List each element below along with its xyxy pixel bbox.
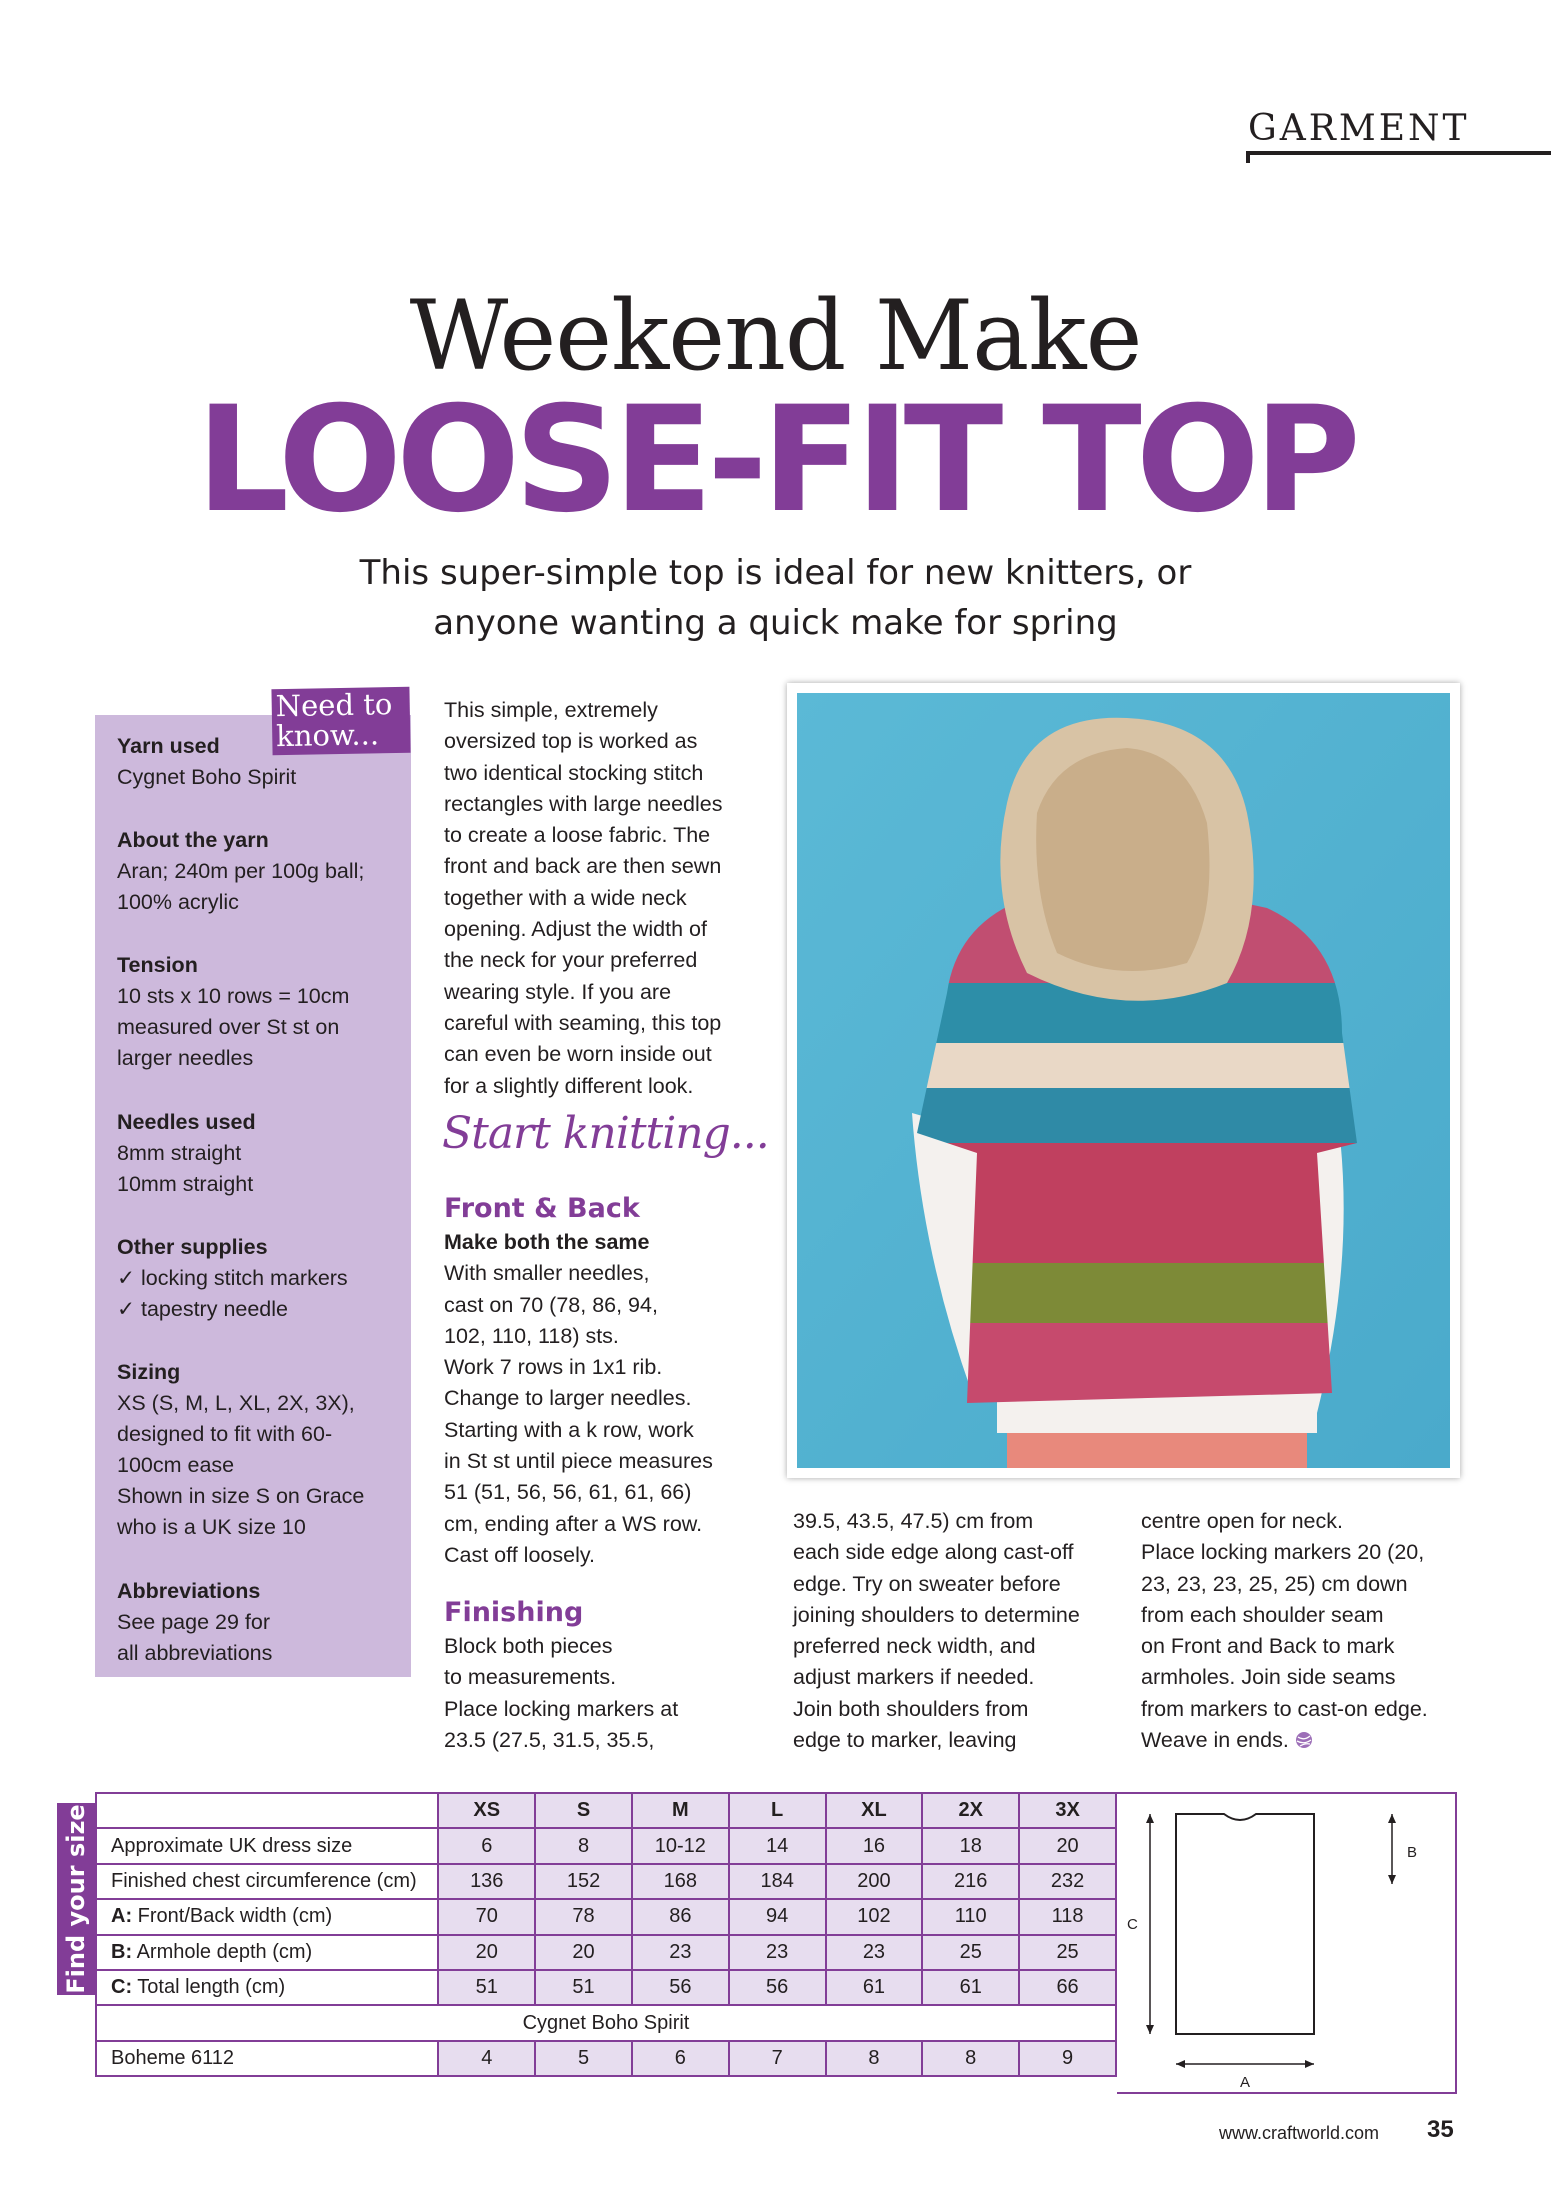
table-cell: 66 [1019, 1970, 1116, 2005]
supplies-section [117, 1232, 407, 1325]
pattern-line: armholes. Join side seams [1141, 1665, 1396, 1690]
section-text: who is a UK size 10 [117, 1515, 306, 1539]
size-col-header: XL [826, 1793, 923, 1828]
intro-line: two identical stocking stitch [444, 760, 704, 785]
abbreviations-section [117, 1576, 407, 1669]
photo-illustration [797, 693, 1450, 1468]
table-cell: 25 [1019, 1935, 1116, 1970]
intro-line: to create a loose fabric. The [444, 823, 711, 848]
yarn-heading-cell: Cygnet Boho Spirit [96, 2005, 1116, 2040]
table-row [96, 1828, 1116, 1863]
intro-line: front and back are then sewn [444, 854, 722, 879]
table-row [96, 1935, 1116, 1970]
table-row [96, 1864, 1116, 1899]
intro-line: together with a wide neck [444, 885, 687, 910]
pattern-line: 51 (51, 56, 56, 61, 61, 66) [444, 1480, 692, 1505]
table-cell: 118 [1019, 1899, 1116, 1934]
table-cell: 200 [826, 1864, 923, 1899]
standfirst-line: This super-simple top is ideal for new knitters, or [359, 553, 1192, 593]
table-cell: 25 [922, 1935, 1019, 1970]
section-text: XS (S, M, L, XL, 2X, 3X), [117, 1391, 355, 1415]
table-row [96, 2005, 1116, 2040]
pattern-line: on Front and Back to mark [1141, 1634, 1395, 1659]
table-cell: 136 [438, 1864, 535, 1899]
pattern-line: Place locking markers at [444, 1696, 679, 1721]
table-cell: 20 [535, 1935, 632, 1970]
table-cell: 86 [632, 1899, 729, 1934]
front-back-text [444, 1227, 774, 1571]
yarn-used-section [117, 731, 407, 793]
row-label: Boheme 6112 [96, 2041, 438, 2076]
weave-in-text: Weave in ends. [1141, 1728, 1289, 1753]
size-col-header: 2X [922, 1793, 1019, 1828]
find-your-size-text: Find your size [62, 1804, 90, 1994]
finishing-text-col3 [793, 1506, 1133, 1756]
table-cell: 8 [535, 1828, 632, 1863]
pattern-line: 23.5 (27.5, 31.5, 35.5, [444, 1727, 655, 1752]
table-cell: 23 [632, 1935, 729, 1970]
table-row [96, 2041, 1116, 2076]
pattern-line: cm, ending after a WS row. [444, 1511, 703, 1536]
section-heading: Yarn used [117, 734, 220, 758]
pattern-line: cast on 70 (78, 86, 94, [444, 1292, 658, 1317]
intro-line: for a slightly different look. [444, 1073, 694, 1098]
pattern-line [1141, 1725, 1481, 1756]
page-number: 35 [1427, 2116, 1454, 2143]
row-label: B: Armhole depth (cm) [96, 1935, 438, 1970]
tag-line: Need to [275, 687, 393, 724]
section-label: GARMENT [1248, 108, 1470, 149]
table-cell: 70 [438, 1899, 535, 1934]
table-cell: 110 [922, 1899, 1019, 1934]
intro-line: This simple, extremely [444, 698, 658, 722]
table-cell: 94 [729, 1899, 826, 1934]
table-header-row [96, 1793, 1116, 1828]
pattern-line: preferred neck width, and [793, 1634, 1036, 1659]
table-cell: 51 [438, 1970, 535, 2005]
intro-line: the neck for your preferred [444, 948, 698, 973]
pattern-line: adjust markers if needed. [793, 1665, 1035, 1690]
size-table [95, 1792, 1117, 2077]
table-cell: 9 [1019, 2041, 1116, 2076]
row-label: Approximate UK dress size [96, 1828, 438, 1863]
table-cell: 8 [826, 2041, 923, 2076]
table-cell: 61 [922, 1970, 1019, 2005]
intro-line: careful with seaming, this top [444, 1010, 722, 1035]
table-cell: 6 [632, 2041, 729, 2076]
section-text: 100% acrylic [117, 890, 239, 914]
section-text: measured over St st on [117, 1015, 340, 1039]
section-rule-tick [1246, 151, 1250, 163]
section-text: ✓ tapestry needle [117, 1297, 289, 1321]
needles-section [117, 1107, 407, 1200]
kicker: Weekend Make [409, 280, 1142, 392]
table-cell: 152 [535, 1864, 632, 1899]
table-cell: 184 [729, 1864, 826, 1899]
intro-line: can even be worn inside out [444, 1042, 712, 1067]
pattern-line: 23, 23, 23, 25, 25) cm down [1141, 1571, 1408, 1596]
size-col-header: S [535, 1793, 632, 1828]
pattern-line: Block both pieces [444, 1634, 613, 1658]
pattern-line: edge to marker, leaving [793, 1728, 1017, 1753]
section-heading: Abbreviations [117, 1579, 261, 1603]
table-cell: 16 [826, 1828, 923, 1863]
pattern-line: Place locking markers 20 (20, [1141, 1540, 1425, 1565]
size-col-header: L [729, 1793, 826, 1828]
table-cell: 51 [535, 1970, 632, 2005]
table-cell: 56 [729, 1970, 826, 2005]
table-row [96, 1899, 1116, 1934]
table-cell: 20 [1019, 1828, 1116, 1863]
pattern-line: Change to larger needles. [444, 1386, 692, 1411]
pattern-line: 39.5, 43.5, 47.5) cm from [793, 1509, 1034, 1533]
section-text: Aran; 240m per 100g ball; [117, 859, 365, 883]
section-text: 10mm straight [117, 1172, 254, 1196]
section-text: all abbreviations [117, 1641, 273, 1665]
table-cell: 20 [438, 1935, 535, 1970]
section-text: 8mm straight [117, 1141, 242, 1165]
finishing-heading: Finishing [444, 1597, 584, 1628]
table-cell: 5 [535, 2041, 632, 2076]
section-rule [1246, 151, 1551, 155]
intro-line: oversized top is worked as [444, 729, 698, 754]
section-heading: About the yarn [117, 828, 269, 852]
table-cell: 56 [632, 1970, 729, 2005]
section-text: See page 29 for [117, 1610, 271, 1634]
footer-url: www.craftworld.com [1219, 2123, 1380, 2143]
section-text: designed to fit with 60- [117, 1422, 333, 1446]
table-row [96, 1970, 1116, 2005]
pattern-line: each side edge along cast-off [793, 1540, 1074, 1565]
pattern-line: Join both shoulders from [793, 1696, 1029, 1721]
section-text: 10 sts x 10 rows = 10cm [117, 984, 350, 1008]
pattern-line: from each shoulder seam [1141, 1602, 1384, 1627]
intro-line: rectangles with large needles [444, 791, 723, 816]
table-cell: 6 [438, 1828, 535, 1863]
table-cell: 23 [826, 1935, 923, 1970]
pattern-line: With smaller needles, [444, 1261, 650, 1286]
pattern-line: joining shoulders to determine [793, 1602, 1080, 1627]
pattern-line: to measurements. [444, 1665, 617, 1690]
finishing-text [444, 1631, 774, 1756]
pattern-line: Cast off loosely. [444, 1542, 595, 1567]
yarn-ball-icon [1295, 1731, 1313, 1749]
label-a: A [1239, 2074, 1251, 2091]
table-cell: 14 [729, 1828, 826, 1863]
table-cell: 232 [1019, 1864, 1116, 1899]
table-cell: 10-12 [632, 1828, 729, 1863]
section-heading: Sizing [117, 1360, 181, 1384]
table-cell: 216 [922, 1864, 1019, 1899]
section-text: larger needles [117, 1046, 254, 1070]
model-photo [797, 693, 1450, 1468]
section-text: Shown in size S on Grace [117, 1484, 365, 1508]
pattern-line: edge. Try on sweater before [793, 1571, 1061, 1596]
table-cell: 102 [826, 1899, 923, 1934]
pattern-line: Work 7 rows in 1x1 rib. [444, 1355, 663, 1380]
intro-line: wearing style. If you are [444, 979, 672, 1004]
intro-text [444, 695, 774, 1102]
section-text: ✓ locking stitch markers [117, 1266, 348, 1290]
section-heading: Tension [117, 953, 198, 977]
sizing-section [117, 1357, 407, 1543]
finishing-text-col4 [1141, 1506, 1481, 1756]
table-cell: 23 [729, 1935, 826, 1970]
make-same-line: Make both the same [444, 1230, 650, 1254]
pattern-line: centre open for neck. [1141, 1509, 1343, 1533]
about-yarn-section [117, 825, 407, 918]
row-label: A: Front/Back width (cm) [96, 1899, 438, 1934]
section-heading: Needles used [117, 1110, 256, 1134]
front-back-heading: Front & Back [444, 1193, 640, 1224]
table-cell: 7 [729, 2041, 826, 2076]
tag-line: know... [275, 717, 380, 754]
size-col-header: 3X [1019, 1793, 1116, 1828]
size-col-header: XS [438, 1793, 535, 1828]
label-b: B [1407, 1844, 1418, 1861]
page-title: LOOSE-FIT TOP [196, 375, 1355, 545]
tension-section [117, 950, 407, 1074]
table-cell: 18 [922, 1828, 1019, 1863]
pattern-line: 102, 110, 118) sts. [444, 1323, 619, 1348]
standfirst [300, 548, 1251, 648]
section-text: Cygnet Boho Spirit [117, 765, 297, 789]
find-your-size-label [57, 1803, 95, 1995]
table-cell: 4 [438, 2041, 535, 2076]
table-cell: 61 [826, 1970, 923, 2005]
pattern-line: Starting with a k row, work [444, 1417, 694, 1442]
row-label: C: Total length (cm) [96, 1970, 438, 2005]
row-label: Finished chest circumference (cm) [96, 1864, 438, 1899]
schematic-diagram [1117, 1792, 1457, 2094]
size-col-header: M [632, 1793, 729, 1828]
schematic-svg [1117, 1794, 1455, 2094]
table-cell: 78 [535, 1899, 632, 1934]
table-cell: 8 [922, 2041, 1019, 2076]
standfirst-line: anyone wanting a quick make for spring [433, 603, 1118, 643]
start-knitting-heading: Start knitting... [442, 1108, 769, 1159]
table-cell: 168 [632, 1864, 729, 1899]
pattern-line: from markers to cast-on edge. [1141, 1696, 1428, 1721]
table-header-blank [96, 1793, 438, 1828]
pattern-line: in St st until piece measures [444, 1449, 713, 1474]
intro-line: opening. Adjust the width of [444, 917, 707, 942]
section-heading: Other supplies [117, 1235, 268, 1259]
section-text: 100cm ease [117, 1453, 235, 1477]
label-c: C [1127, 1916, 1138, 1933]
